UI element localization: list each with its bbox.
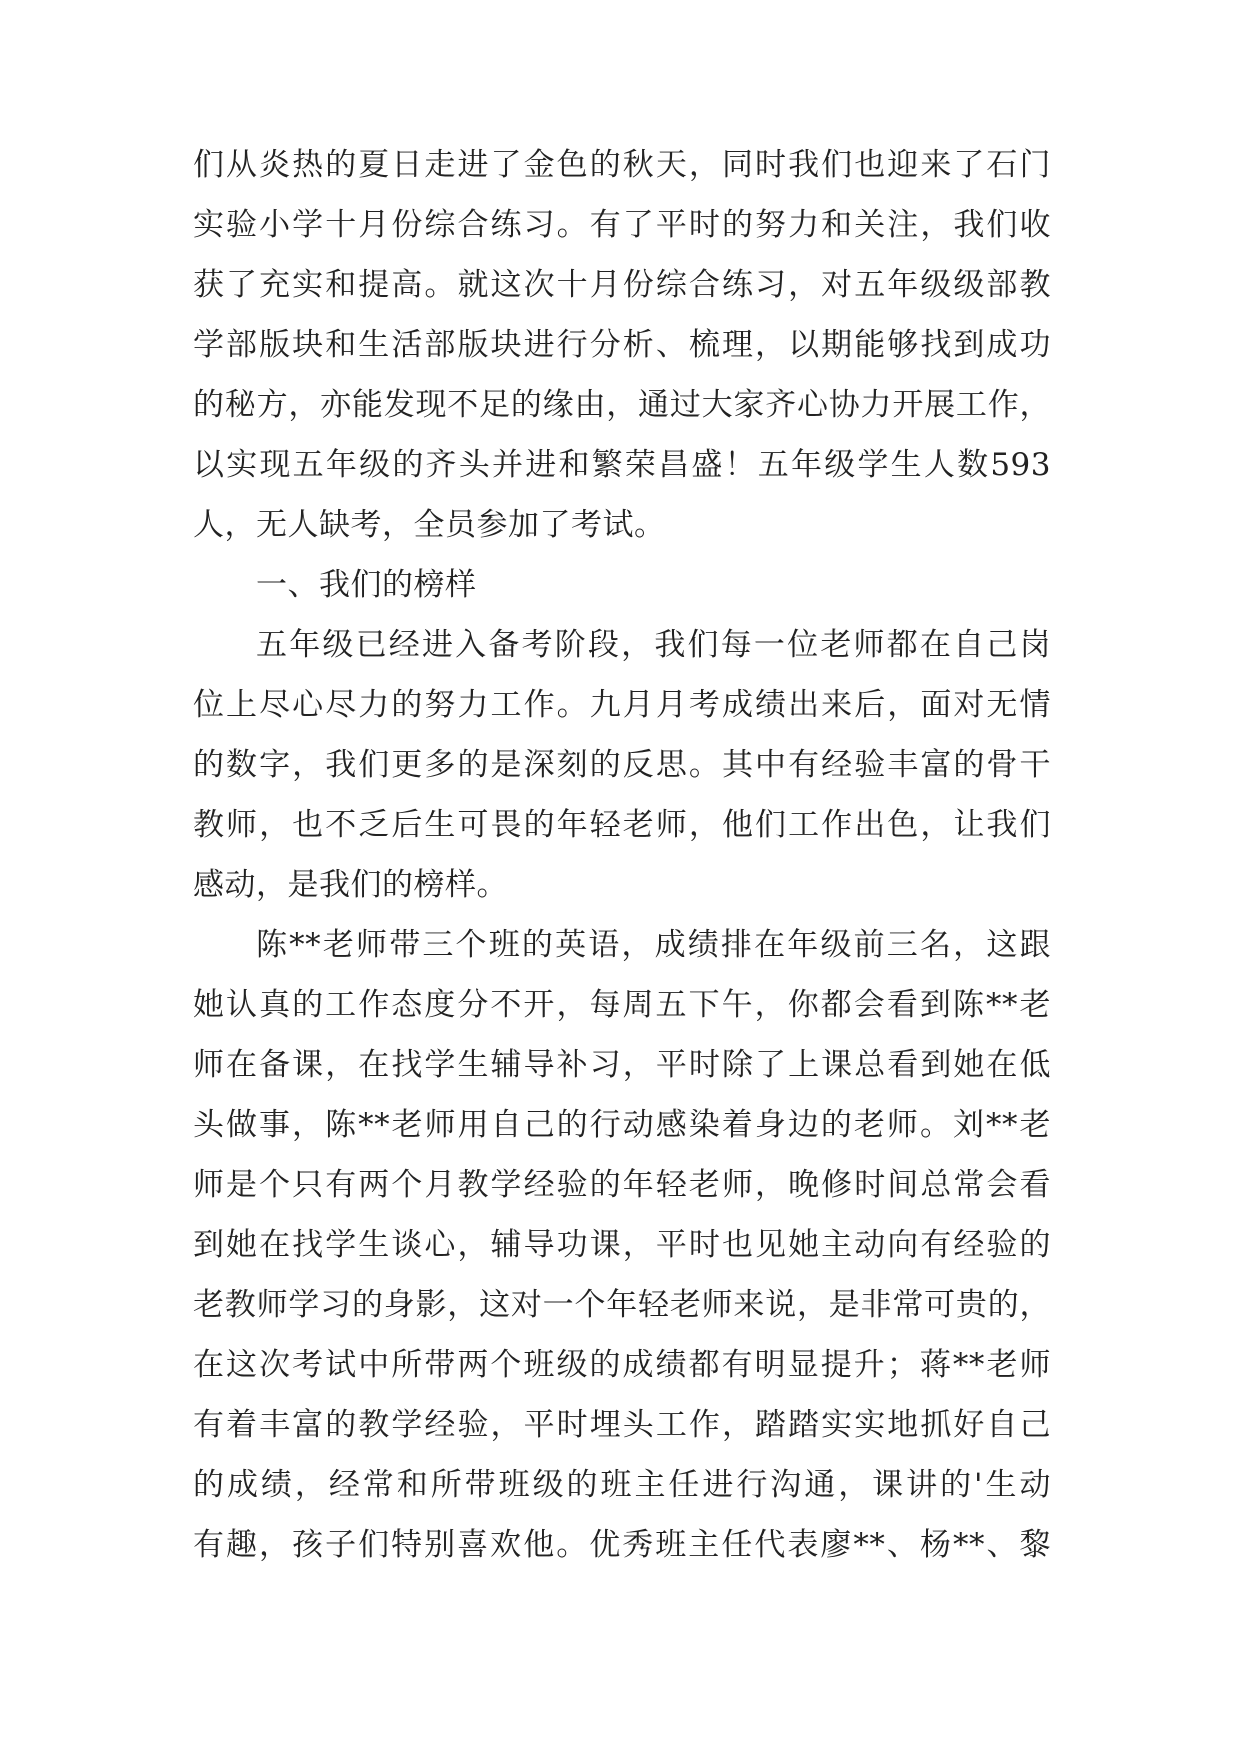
- paragraph-line: 她认真的工作态度分不开，每周五下午，你都会看到陈**老: [193, 987, 1051, 1023]
- paragraph-line: 老教师学习的身影，这对一个年轻老师来说，是非常可贵的，: [193, 1287, 1051, 1323]
- section-heading: 一、我们的榜样: [256, 567, 477, 603]
- paragraph-line: 人，无人缺考，全员参加了考试。: [193, 507, 666, 543]
- paragraph-line: 们从炎热的夏日走进了金色的秋天，同时我们也迎来了石门: [193, 147, 1051, 183]
- paragraph-line: 的数字，我们更多的是深刻的反思。其中有经验丰富的骨干: [193, 747, 1051, 783]
- document-body: [193, 135, 1051, 1575]
- paragraph-line: 五年级已经进入备考阶段，我们每一位老师都在自己岗: [256, 627, 1051, 663]
- paragraph-line: 的成绩，经常和所带班级的班主任进行沟通，课讲的'生动: [193, 1467, 1051, 1503]
- paragraph-line: 有趣，孩子们特别喜欢他。优秀班主任代表廖**、杨**、黎: [193, 1527, 1051, 1563]
- paragraph-line: 头做事，陈**老师用自己的行动感染着身边的老师。刘**老: [193, 1107, 1051, 1143]
- paragraph-line: 实验小学十月份综合练习。有了平时的努力和关注，我们收: [193, 207, 1051, 243]
- paragraph-line: 教师，也不乏后生可畏的年轻老师，他们工作出色，让我们: [193, 807, 1051, 843]
- paragraph-line: 学部版块和生活部版块进行分析、梳理，以期能够找到成功: [193, 327, 1051, 363]
- paragraph-line: 师在备课，在找学生辅导补习，平时除了上课总看到她在低: [193, 1047, 1051, 1083]
- paragraph-line: 陈**老师带三个班的英语，成绩排在年级前三名，这跟: [256, 927, 1051, 963]
- paragraph-line: 获了充实和提高。就这次十月份综合练习，对五年级级部教: [193, 267, 1051, 303]
- paragraph-line: 到她在找学生谈心，辅导功课，平时也见她主动向有经验的: [193, 1227, 1051, 1263]
- paragraph-line: 的秘方，亦能发现不足的缘由，通过大家齐心协力开展工作，: [193, 387, 1051, 423]
- paragraph-line: 有着丰富的教学经验，平时埋头工作，踏踏实实地抓好自己: [193, 1407, 1051, 1443]
- paragraph-line: 位上尽心尽力的努力工作。九月月考成绩出来后，面对无情: [193, 687, 1051, 723]
- paragraph-line: 师是个只有两个月教学经验的年轻老师，晚修时间总常会看: [193, 1167, 1051, 1203]
- paragraph-line: 以实现五年级的齐头并进和繁荣昌盛！五年级学生人数593: [193, 447, 1051, 483]
- paragraph-line: 感动，是我们的榜样。: [193, 867, 508, 903]
- paragraph-line: 在这次考试中所带两个班级的成绩都有明显提升；蒋**老师: [193, 1347, 1051, 1383]
